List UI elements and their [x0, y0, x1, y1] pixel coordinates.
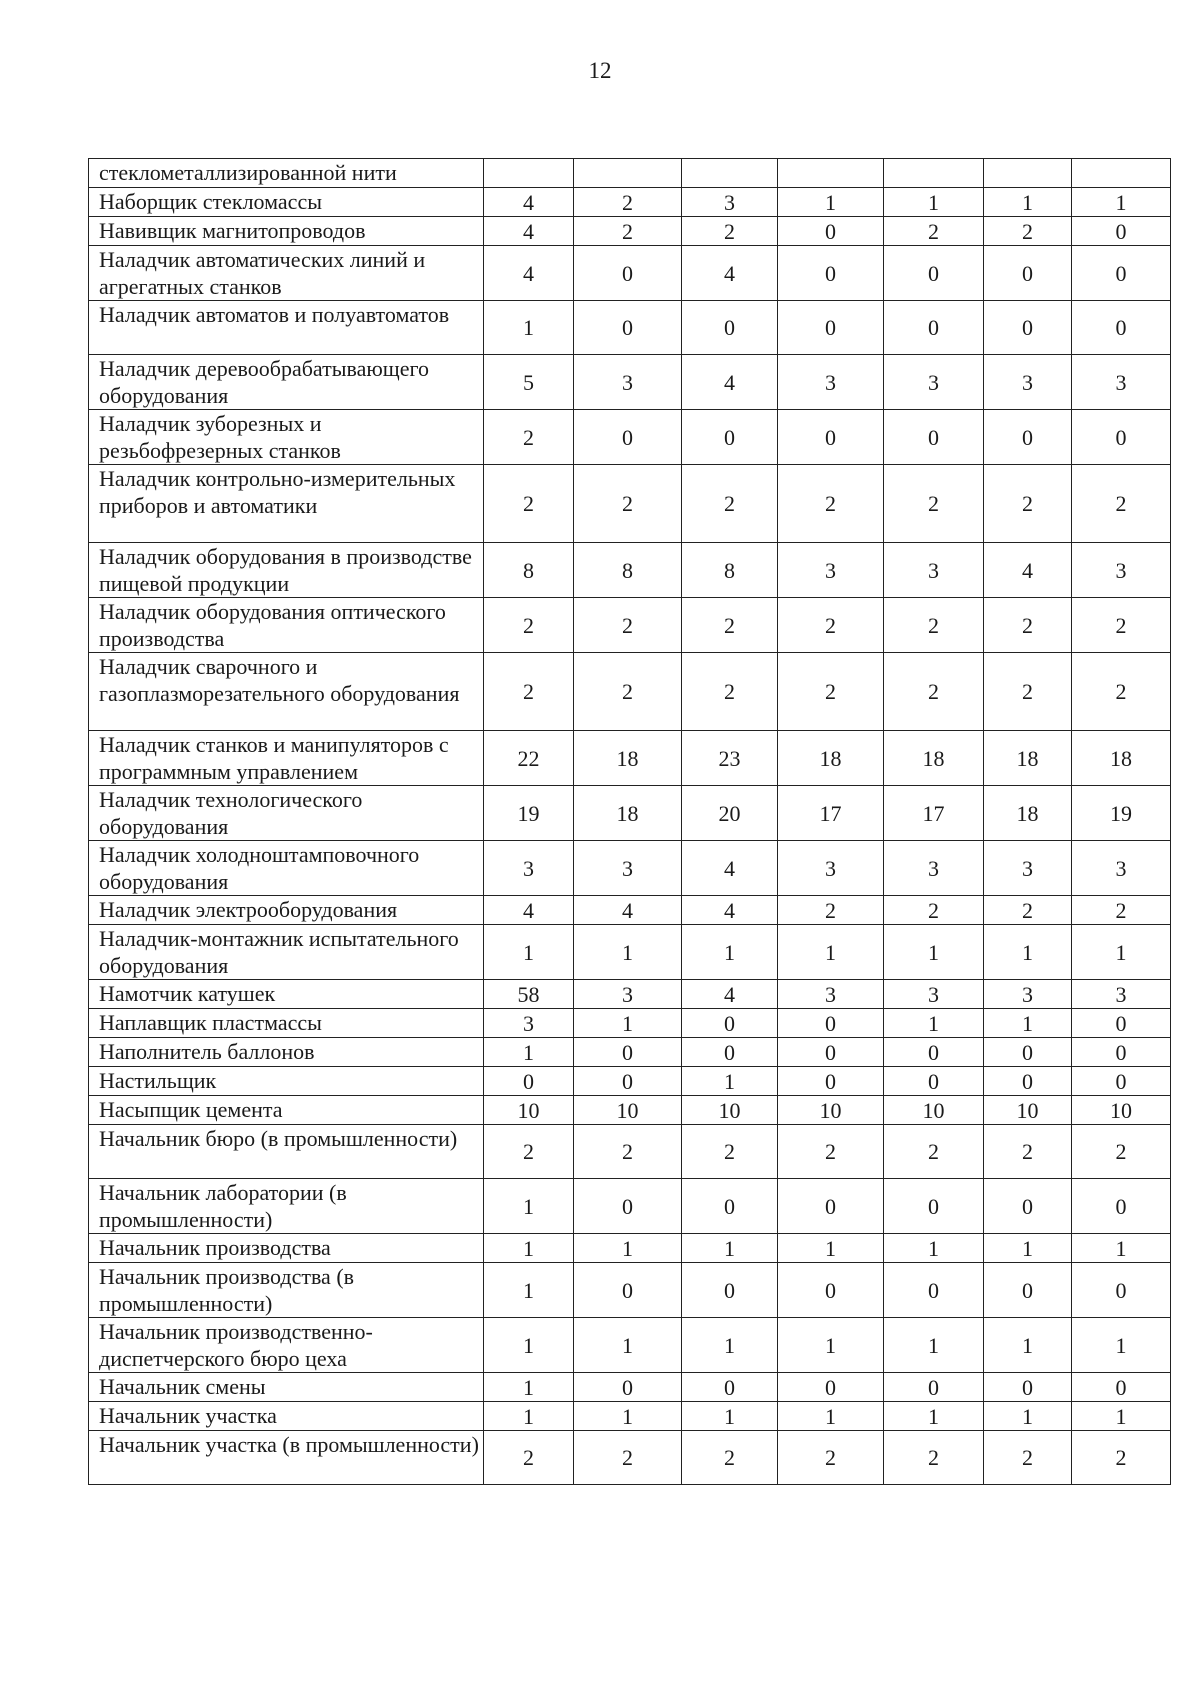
value-cell-col-3: 2: [682, 1125, 778, 1179]
value-cell-col-6: 2: [984, 896, 1072, 925]
occupation-name-cell: Начальник производства: [89, 1234, 484, 1263]
value-cell-col-1: 8: [484, 543, 574, 598]
value-cell-col-5: 0: [884, 1179, 984, 1234]
value-cell-col-3: 10: [682, 1096, 778, 1125]
value-cell-col-7: 0: [1072, 1067, 1171, 1096]
occupation-name-cell: Наладчик холодноштамповочного оборудования: [89, 841, 484, 896]
occupation-name-cell: Наладчик сварочного и газоплазморезательного оборудования: [89, 653, 484, 731]
table-row: [89, 1431, 1171, 1485]
value-cell-col-2: 2: [574, 1431, 682, 1485]
value-cell-col-4: 0: [778, 1009, 884, 1038]
occupation-name-cell: Наполнитель баллонов: [89, 1038, 484, 1067]
value-cell-col-5: 0: [884, 410, 984, 465]
value-cell-col-7: 3: [1072, 543, 1171, 598]
occupation-name-cell: Начальник лаборатории (в промышленности): [89, 1179, 484, 1234]
value-cell-col-6: 4: [984, 543, 1072, 598]
value-cell-col-4: 0: [778, 1179, 884, 1234]
table-row: [89, 159, 1171, 188]
value-cell-col-2: 2: [574, 1125, 682, 1179]
table-row: [89, 1096, 1171, 1125]
value-cell-col-5: 0: [884, 1067, 984, 1096]
value-cell-col-4: 0: [778, 1038, 884, 1067]
value-cell-col-1: 0: [484, 1067, 574, 1096]
value-cell-col-2: 2: [574, 598, 682, 653]
value-cell-col-7: 2: [1072, 598, 1171, 653]
value-cell-col-1: 10: [484, 1096, 574, 1125]
table-body: [89, 159, 1171, 1485]
table-row: [89, 1234, 1171, 1263]
value-cell-col-3: 4: [682, 841, 778, 896]
table-row: [89, 980, 1171, 1009]
value-cell-col-6: 0: [984, 410, 1072, 465]
value-cell-col-1: 3: [484, 1009, 574, 1038]
value-cell-col-3: 20: [682, 786, 778, 841]
value-cell-col-3: 4: [682, 980, 778, 1009]
value-cell-col-5: [884, 159, 984, 188]
table-row: [89, 1402, 1171, 1431]
value-cell-col-4: 1: [778, 1318, 884, 1373]
table-row: [89, 1009, 1171, 1038]
occupation-name-cell: Начальник производства (в промышленности): [89, 1263, 484, 1318]
value-cell-col-1: 1: [484, 1234, 574, 1263]
value-cell-col-7: 0: [1072, 1373, 1171, 1402]
value-cell-col-3: 1: [682, 1067, 778, 1096]
occupation-name-cell: Наладчик оборудования оптического производства: [89, 598, 484, 653]
value-cell-col-1: 2: [484, 1431, 574, 1485]
table-row: [89, 246, 1171, 301]
value-cell-col-3: 1: [682, 1402, 778, 1431]
value-cell-col-4: [778, 159, 884, 188]
value-cell-col-7: 0: [1072, 1038, 1171, 1067]
value-cell-col-6: 0: [984, 1038, 1072, 1067]
value-cell-col-5: 1: [884, 925, 984, 980]
occupation-name-cell: Наладчик оборудования в производстве пищевой продукции: [89, 543, 484, 598]
table-row: [89, 1067, 1171, 1096]
value-cell-col-6: 1: [984, 1318, 1072, 1373]
value-cell-col-5: 2: [884, 653, 984, 731]
value-cell-col-7: 1: [1072, 188, 1171, 217]
value-cell-col-6: 2: [984, 1125, 1072, 1179]
value-cell-col-6: 1: [984, 188, 1072, 217]
value-cell-col-4: 3: [778, 841, 884, 896]
value-cell-col-3: 4: [682, 355, 778, 410]
page-number: 12: [588, 58, 612, 83]
occupation-name-cell: Начальник участка: [89, 1402, 484, 1431]
table-row: [89, 1179, 1171, 1234]
table-row: [89, 217, 1171, 246]
value-cell-col-2: 0: [574, 301, 682, 355]
value-cell-col-1: 2: [484, 653, 574, 731]
value-cell-col-4: 1: [778, 1234, 884, 1263]
table-row: [89, 355, 1171, 410]
value-cell-col-3: 1: [682, 1318, 778, 1373]
value-cell-col-3: 2: [682, 465, 778, 543]
value-cell-col-2: 0: [574, 1263, 682, 1318]
occupation-name-cell: Начальник смены: [89, 1373, 484, 1402]
value-cell-col-6: 2: [984, 465, 1072, 543]
value-cell-col-1: 5: [484, 355, 574, 410]
value-cell-col-3: 0: [682, 1009, 778, 1038]
value-cell-col-5: 0: [884, 1263, 984, 1318]
value-cell-col-4: 1: [778, 925, 884, 980]
value-cell-col-5: 0: [884, 301, 984, 355]
table-row: [89, 1318, 1171, 1373]
value-cell-col-7: 0: [1072, 217, 1171, 246]
table-row: [89, 786, 1171, 841]
table-row: [89, 543, 1171, 598]
value-cell-col-4: 2: [778, 465, 884, 543]
value-cell-col-1: 2: [484, 598, 574, 653]
value-cell-col-5: 2: [884, 1431, 984, 1485]
value-cell-col-2: 0: [574, 1038, 682, 1067]
table-row: [89, 1125, 1171, 1179]
value-cell-col-2: 1: [574, 1009, 682, 1038]
value-cell-col-1: [484, 159, 574, 188]
occupation-name-cell: Наладчик контрольно-измерительных приборов и автоматики: [89, 465, 484, 543]
value-cell-col-6: 0: [984, 1263, 1072, 1318]
value-cell-col-4: 0: [778, 217, 884, 246]
value-cell-col-6: 2: [984, 217, 1072, 246]
value-cell-col-7: 2: [1072, 896, 1171, 925]
value-cell-col-7: 2: [1072, 465, 1171, 543]
table-row: [89, 731, 1171, 786]
value-cell-col-7: 18: [1072, 731, 1171, 786]
value-cell-col-2: 3: [574, 355, 682, 410]
value-cell-col-1: 1: [484, 1402, 574, 1431]
value-cell-col-4: 3: [778, 980, 884, 1009]
value-cell-col-3: [682, 159, 778, 188]
value-cell-col-1: 1: [484, 1318, 574, 1373]
value-cell-col-5: 1: [884, 1318, 984, 1373]
occupation-name-cell: Намотчик катушек: [89, 980, 484, 1009]
value-cell-col-3: 23: [682, 731, 778, 786]
value-cell-col-5: 1: [884, 1234, 984, 1263]
table-row: [89, 1373, 1171, 1402]
value-cell-col-4: 1: [778, 1402, 884, 1431]
value-cell-col-4: 2: [778, 896, 884, 925]
table-row: [89, 1038, 1171, 1067]
value-cell-col-2: 1: [574, 1318, 682, 1373]
value-cell-col-5: 1: [884, 1009, 984, 1038]
value-cell-col-7: 1: [1072, 925, 1171, 980]
occupation-name-cell: Наладчик деревообрабатывающего оборудования: [89, 355, 484, 410]
value-cell-col-1: 1: [484, 301, 574, 355]
value-cell-col-6: 1: [984, 1402, 1072, 1431]
occupation-name-cell: Наладчик технологического оборудования: [89, 786, 484, 841]
value-cell-col-6: 0: [984, 1179, 1072, 1234]
value-cell-col-2: 0: [574, 1373, 682, 1402]
occupation-name-cell: Наборщик стекломассы: [89, 188, 484, 217]
value-cell-col-2: 1: [574, 925, 682, 980]
value-cell-col-3: 4: [682, 246, 778, 301]
value-cell-col-1: 4: [484, 896, 574, 925]
value-cell-col-6: 0: [984, 1373, 1072, 1402]
value-cell-col-7: 1: [1072, 1402, 1171, 1431]
value-cell-col-2: 2: [574, 217, 682, 246]
value-cell-col-7: 0: [1072, 410, 1171, 465]
value-cell-col-3: 3: [682, 188, 778, 217]
value-cell-col-4: 18: [778, 731, 884, 786]
value-cell-col-6: 3: [984, 980, 1072, 1009]
value-cell-col-6: [984, 159, 1072, 188]
value-cell-col-6: 3: [984, 355, 1072, 410]
value-cell-col-6: 2: [984, 598, 1072, 653]
value-cell-col-5: 3: [884, 543, 984, 598]
value-cell-col-1: 2: [484, 410, 574, 465]
value-cell-col-3: 2: [682, 217, 778, 246]
value-cell-col-4: 0: [778, 410, 884, 465]
value-cell-col-2: 3: [574, 841, 682, 896]
value-cell-col-1: 3: [484, 841, 574, 896]
value-cell-col-2: 2: [574, 653, 682, 731]
value-cell-col-6: 18: [984, 731, 1072, 786]
value-cell-col-3: 0: [682, 1179, 778, 1234]
value-cell-col-6: 0: [984, 301, 1072, 355]
value-cell-col-5: 0: [884, 246, 984, 301]
value-cell-col-5: 2: [884, 217, 984, 246]
value-cell-col-4: 0: [778, 1067, 884, 1096]
value-cell-col-2: 8: [574, 543, 682, 598]
value-cell-col-6: 3: [984, 841, 1072, 896]
occupation-table: [88, 158, 1171, 1485]
occupation-name-cell: Наладчик автоматических линий и агрегатных станков: [89, 246, 484, 301]
value-cell-col-1: 4: [484, 246, 574, 301]
value-cell-col-5: 1: [884, 1402, 984, 1431]
occupation-name-cell: Наплавщик пластмассы: [89, 1009, 484, 1038]
table-row: [89, 896, 1171, 925]
value-cell-col-3: 8: [682, 543, 778, 598]
value-cell-col-7: 2: [1072, 1125, 1171, 1179]
value-cell-col-1: 4: [484, 217, 574, 246]
value-cell-col-6: 1: [984, 1234, 1072, 1263]
value-cell-col-2: 18: [574, 786, 682, 841]
value-cell-col-5: 3: [884, 841, 984, 896]
value-cell-col-3: 0: [682, 410, 778, 465]
value-cell-col-6: 0: [984, 246, 1072, 301]
value-cell-col-3: 1: [682, 925, 778, 980]
table-row: [89, 598, 1171, 653]
value-cell-col-4: 0: [778, 301, 884, 355]
value-cell-col-3: 2: [682, 653, 778, 731]
value-cell-col-1: 58: [484, 980, 574, 1009]
value-cell-col-3: 0: [682, 301, 778, 355]
value-cell-col-5: 18: [884, 731, 984, 786]
value-cell-col-1: 1: [484, 1263, 574, 1318]
value-cell-col-7: 0: [1072, 1179, 1171, 1234]
table-row: [89, 410, 1171, 465]
value-cell-col-6: 10: [984, 1096, 1072, 1125]
value-cell-col-5: 3: [884, 980, 984, 1009]
value-cell-col-1: 1: [484, 1038, 574, 1067]
value-cell-col-1: 2: [484, 465, 574, 543]
value-cell-col-7: 2: [1072, 653, 1171, 731]
value-cell-col-4: 0: [778, 1263, 884, 1318]
value-cell-col-5: 3: [884, 355, 984, 410]
table-row: [89, 188, 1171, 217]
value-cell-col-4: 17: [778, 786, 884, 841]
value-cell-col-7: 0: [1072, 1009, 1171, 1038]
value-cell-col-2: 2: [574, 188, 682, 217]
value-cell-col-7: 0: [1072, 246, 1171, 301]
value-cell-col-6: 2: [984, 1431, 1072, 1485]
value-cell-col-3: 1: [682, 1234, 778, 1263]
value-cell-col-5: 1: [884, 188, 984, 217]
value-cell-col-4: 10: [778, 1096, 884, 1125]
occupation-name-cell: стеклометаллизированной нити: [89, 159, 484, 188]
value-cell-col-2: 0: [574, 246, 682, 301]
value-cell-col-7: 0: [1072, 1263, 1171, 1318]
value-cell-col-3: 0: [682, 1263, 778, 1318]
occupation-name-cell: Наладчик электрооборудования: [89, 896, 484, 925]
value-cell-col-4: 2: [778, 1431, 884, 1485]
table-row: [89, 1263, 1171, 1318]
value-cell-col-4: 2: [778, 653, 884, 731]
occupation-name-cell: Наладчик-монтажник испытательного оборудования: [89, 925, 484, 980]
value-cell-col-3: 2: [682, 1431, 778, 1485]
value-cell-col-7: 0: [1072, 301, 1171, 355]
occupation-name-cell: Наладчик станков и манипуляторов с программным управлением: [89, 731, 484, 786]
value-cell-col-2: [574, 159, 682, 188]
value-cell-col-6: 0: [984, 1067, 1072, 1096]
value-cell-col-2: 0: [574, 1179, 682, 1234]
value-cell-col-2: 2: [574, 465, 682, 543]
value-cell-col-5: 2: [884, 1125, 984, 1179]
occupation-name-cell: Наладчик зуборезных и резьбофрезерных станков: [89, 410, 484, 465]
value-cell-col-4: 2: [778, 598, 884, 653]
value-cell-col-2: 0: [574, 1067, 682, 1096]
value-cell-col-7: 1: [1072, 1234, 1171, 1263]
value-cell-col-2: 4: [574, 896, 682, 925]
value-cell-col-7: 3: [1072, 355, 1171, 410]
value-cell-col-1: 1: [484, 1179, 574, 1234]
value-cell-col-7: [1072, 159, 1171, 188]
value-cell-col-1: 19: [484, 786, 574, 841]
value-cell-col-5: 17: [884, 786, 984, 841]
value-cell-col-4: 0: [778, 1373, 884, 1402]
value-cell-col-5: 2: [884, 896, 984, 925]
occupation-name-cell: Начальник производственно-диспетчерского бюро цеха: [89, 1318, 484, 1373]
value-cell-col-5: 10: [884, 1096, 984, 1125]
value-cell-col-1: 22: [484, 731, 574, 786]
value-cell-col-6: 2: [984, 653, 1072, 731]
value-cell-col-7: 10: [1072, 1096, 1171, 1125]
value-cell-col-1: 4: [484, 188, 574, 217]
table-row: [89, 465, 1171, 543]
value-cell-col-7: 2: [1072, 1431, 1171, 1485]
value-cell-col-6: 1: [984, 1009, 1072, 1038]
value-cell-col-6: 1: [984, 925, 1072, 980]
occupation-name-cell: Начальник бюро (в промышленности): [89, 1125, 484, 1179]
value-cell-col-5: 0: [884, 1373, 984, 1402]
value-cell-col-2: 1: [574, 1234, 682, 1263]
value-cell-col-1: 1: [484, 1373, 574, 1402]
table-row: [89, 301, 1171, 355]
value-cell-col-5: 2: [884, 598, 984, 653]
table-row: [89, 925, 1171, 980]
occupation-name-cell: Наладчик автоматов и полуавтоматов: [89, 301, 484, 355]
value-cell-col-4: 1: [778, 188, 884, 217]
occupation-name-cell: Начальник участка (в промышленности): [89, 1431, 484, 1485]
occupation-name-cell: Настильщик: [89, 1067, 484, 1096]
value-cell-col-5: 2: [884, 465, 984, 543]
value-cell-col-2: 10: [574, 1096, 682, 1125]
value-cell-col-3: 0: [682, 1373, 778, 1402]
occupation-name-cell: Навивщик магнитопроводов: [89, 217, 484, 246]
value-cell-col-2: 1: [574, 1402, 682, 1431]
value-cell-col-7: 3: [1072, 980, 1171, 1009]
value-cell-col-4: 3: [778, 355, 884, 410]
value-cell-col-2: 3: [574, 980, 682, 1009]
occupation-name-cell: Насыпщик цемента: [89, 1096, 484, 1125]
value-cell-col-2: 18: [574, 731, 682, 786]
value-cell-col-6: 18: [984, 786, 1072, 841]
value-cell-col-7: 3: [1072, 841, 1171, 896]
table-row: [89, 653, 1171, 731]
value-cell-col-4: 3: [778, 543, 884, 598]
value-cell-col-4: 0: [778, 246, 884, 301]
value-cell-col-3: 2: [682, 598, 778, 653]
value-cell-col-1: 1: [484, 925, 574, 980]
value-cell-col-2: 0: [574, 410, 682, 465]
value-cell-col-3: 4: [682, 896, 778, 925]
table-row: [89, 841, 1171, 896]
value-cell-col-7: 1: [1072, 1318, 1171, 1373]
value-cell-col-4: 2: [778, 1125, 884, 1179]
value-cell-col-5: 0: [884, 1038, 984, 1067]
value-cell-col-1: 2: [484, 1125, 574, 1179]
value-cell-col-3: 0: [682, 1038, 778, 1067]
value-cell-col-7: 19: [1072, 786, 1171, 841]
